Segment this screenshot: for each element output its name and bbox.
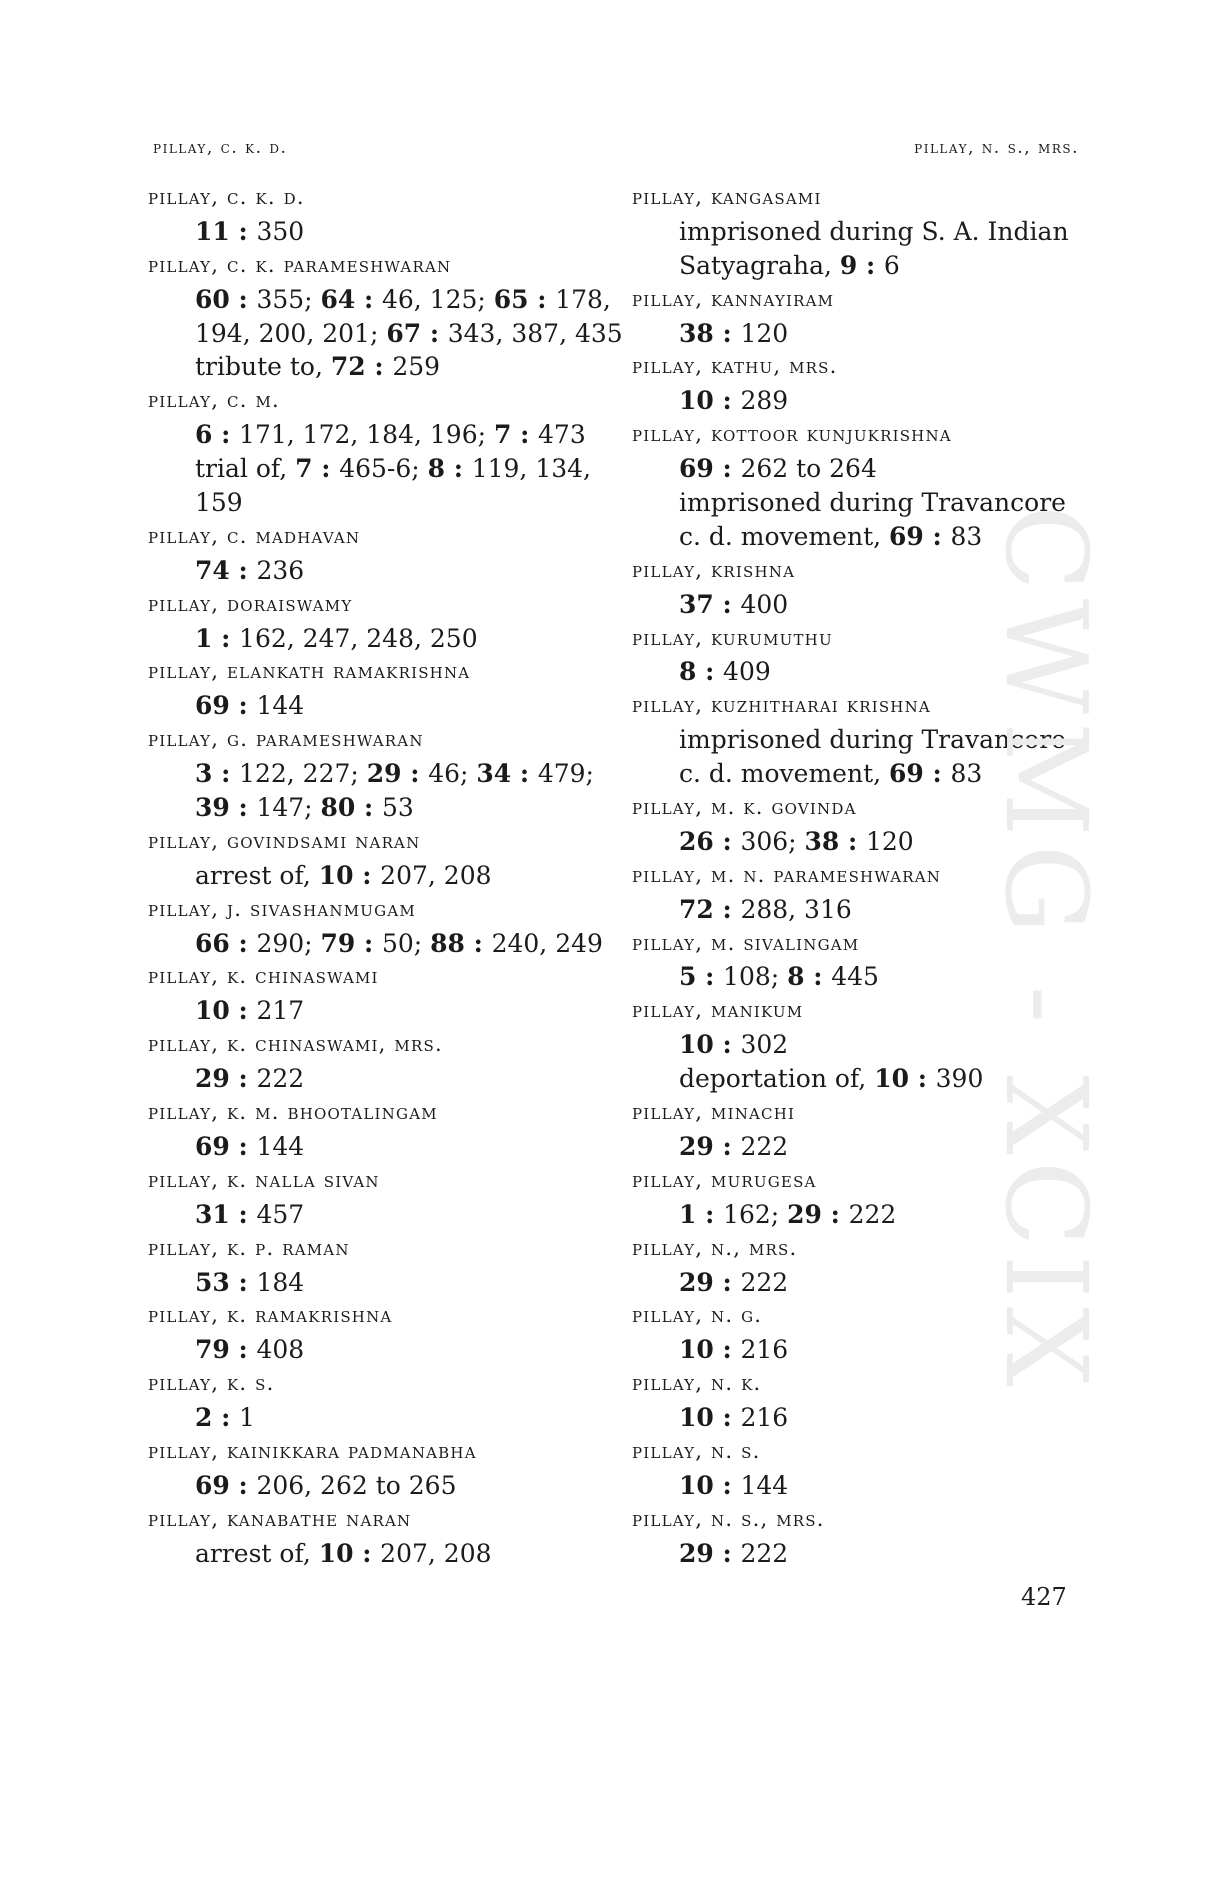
index-entry-reference: c. d. movement, 69 : 83 xyxy=(679,521,983,551)
index-entry-heading: pillay, kainikkara padmanabha xyxy=(148,1438,477,1463)
index-entry-heading: pillay, elankath ramakrishna xyxy=(148,659,471,684)
running-head-left: pillay, c. k. d. xyxy=(153,138,288,158)
index-entry-reference: arrest of, 10 : 207, 208 xyxy=(195,1538,492,1568)
index-entry-reference: 69 : 206, 262 to 265 xyxy=(195,1470,457,1500)
index-entry-heading: pillay, c. k. parameshwaran xyxy=(148,252,452,277)
index-entry-heading: pillay, minachi xyxy=(632,1100,796,1125)
index-column-left xyxy=(148,181,623,1571)
index-entry-heading: pillay, murugesa xyxy=(632,1167,817,1192)
index-entry-reference: 37 : 400 xyxy=(679,589,789,619)
index-entry-heading: pillay, k. ramakrishna xyxy=(148,1303,393,1328)
index-entry-reference: trial of, 7 : 465-6; 8 : 119, 134, xyxy=(195,454,591,484)
index-entry-reference: 29 : 222 xyxy=(679,1131,789,1161)
index-entry-reference: 8 : 409 xyxy=(679,657,771,687)
index-entry-heading: pillay, n. s. xyxy=(632,1438,761,1463)
index-entry-reference: imprisoned during S. A. Indian xyxy=(679,216,1069,246)
index-entry-heading: pillay, govindsami naran xyxy=(148,828,421,853)
index-entry-reference: 1 : 162; 29 : 222 xyxy=(679,1199,897,1229)
index-entry-heading: pillay, k. chinaswami, mrs. xyxy=(148,1032,443,1057)
index-entry-heading: pillay, g. parameshwaran xyxy=(148,727,424,752)
index-entry-reference: 1 : 162, 247, 248, 250 xyxy=(195,623,478,653)
index-entry-heading: pillay, kangasami xyxy=(632,185,822,209)
index-entry-heading: pillay, kathu, mrs. xyxy=(632,354,838,379)
index-entry-reference: 5 : 108; 8 : 445 xyxy=(679,962,879,992)
index-entry-reference: 29 : 222 xyxy=(679,1538,789,1568)
index-entry-heading: pillay, k. m. bhootalingam xyxy=(148,1100,438,1125)
index-entry-reference: 10 : 302 xyxy=(679,1030,789,1060)
index-entry-heading: pillay, krishna xyxy=(632,557,796,582)
index-entry-reference: Satyagraha, 9 : 6 xyxy=(679,250,900,280)
index-entry-reference: 2 : 1 xyxy=(195,1403,255,1433)
index-entry-reference: 10 : 216 xyxy=(679,1335,789,1365)
index-entry-reference: 29 : 222 xyxy=(195,1064,305,1094)
index-entry-reference: 159 xyxy=(195,488,243,518)
index-entry-reference: 3 : 122, 227; 29 : 46; 34 : 479; xyxy=(195,759,594,789)
index-entry-reference: 10 : 144 xyxy=(679,1470,789,1500)
index-entry-reference: 29 : 222 xyxy=(679,1267,789,1297)
index-entry-heading: pillay, c. k. d. xyxy=(148,185,305,209)
index-entry-heading: pillay, n. s., mrs. xyxy=(632,1506,825,1531)
index-entry-reference: 31 : 457 xyxy=(195,1199,305,1229)
index-entry-reference: 60 : 355; 64 : 46, 125; 65 : 178, xyxy=(195,284,611,314)
index-entry-heading: pillay, k. p. raman xyxy=(148,1235,350,1260)
index-entry-reference: 26 : 306; 38 : 120 xyxy=(679,826,914,856)
index-entry-heading: pillay, manikum xyxy=(632,998,804,1023)
index-entry-heading: pillay, k. nalla sivan xyxy=(148,1167,380,1192)
index-entry-reference: tribute to, 72 : 259 xyxy=(195,352,441,382)
index-entry-reference: 69 : 262 to 264 xyxy=(679,454,877,484)
index-entry-reference: 79 : 408 xyxy=(195,1335,305,1365)
index-entry-heading: pillay, k. chinaswami xyxy=(148,964,379,989)
index-entry-reference: 72 : 288, 316 xyxy=(679,894,852,924)
index-entry-heading: pillay, m. sivalingam xyxy=(632,930,860,955)
index-entry-heading: pillay, c. m. xyxy=(148,388,280,413)
running-head-right: pillay, n. s., mrs. xyxy=(914,138,1079,158)
index-entry-reference: 10 : 216 xyxy=(679,1403,789,1433)
index-entry-reference: 69 : 144 xyxy=(195,691,305,721)
index-entry-reference: 6 : 171, 172, 184, 196; 7 : 473 xyxy=(195,420,586,450)
index-entry-reference: 66 : 290; 79 : 50; 88 : 240, 249 xyxy=(195,928,603,958)
index-entry-reference: 74 : 236 xyxy=(195,555,305,585)
index-entry-reference: 194, 200, 201; 67 : 343, 387, 435 xyxy=(195,318,623,348)
index-entry-heading: pillay, kannayiram xyxy=(632,286,835,311)
index-entry-reference: 38 : 120 xyxy=(679,318,789,348)
index-entry-heading: pillay, m. n. parameshwaran xyxy=(632,862,942,887)
index-entry-heading: pillay, doraiswamy xyxy=(148,591,353,616)
index-entry-reference: 69 : 144 xyxy=(195,1131,305,1161)
index-entry-reference: 10 : 217 xyxy=(195,996,305,1026)
index-entry-reference: 39 : 147; 80 : 53 xyxy=(195,793,414,823)
index-entry-heading: pillay, c. madhavan xyxy=(148,523,361,548)
page-number: 427 xyxy=(1021,1583,1067,1611)
index-entry-heading: pillay, kanabathe naran xyxy=(148,1506,412,1531)
index-entry-heading: pillay, n., mrs. xyxy=(632,1235,798,1260)
index-entry-reference: imprisoned during Travancore xyxy=(679,725,1066,755)
index-entry-heading: pillay, n. g. xyxy=(632,1303,763,1328)
index-entry-reference: imprisoned during Travancore xyxy=(679,488,1066,518)
index-entry-heading: pillay, j. sivashanmugam xyxy=(148,896,416,921)
index-entry-heading: pillay, k. s. xyxy=(148,1371,275,1396)
index-entry-reference: c. d. movement, 69 : 83 xyxy=(679,759,983,789)
watermark: CWMG - XCIX xyxy=(980,505,1110,1395)
index-entry-reference: arrest of, 10 : 207, 208 xyxy=(195,860,492,890)
index-entry-heading: pillay, kottoor kunjukrishna xyxy=(632,422,952,447)
index-entry-reference: 53 : 184 xyxy=(195,1267,305,1297)
index-entry-reference: deportation of, 10 : 390 xyxy=(679,1064,984,1094)
index-entry-heading: pillay, kuzhitharai krishna xyxy=(632,693,931,718)
index-entry-heading: pillay, kurumuthu xyxy=(632,625,833,650)
index-entry-heading: pillay, m. k. govinda xyxy=(632,795,857,820)
index-entry-reference: 10 : 289 xyxy=(679,386,789,416)
index-entry-reference: 11 : 350 xyxy=(195,216,305,246)
index-entry-heading: pillay, n. k. xyxy=(632,1371,762,1396)
